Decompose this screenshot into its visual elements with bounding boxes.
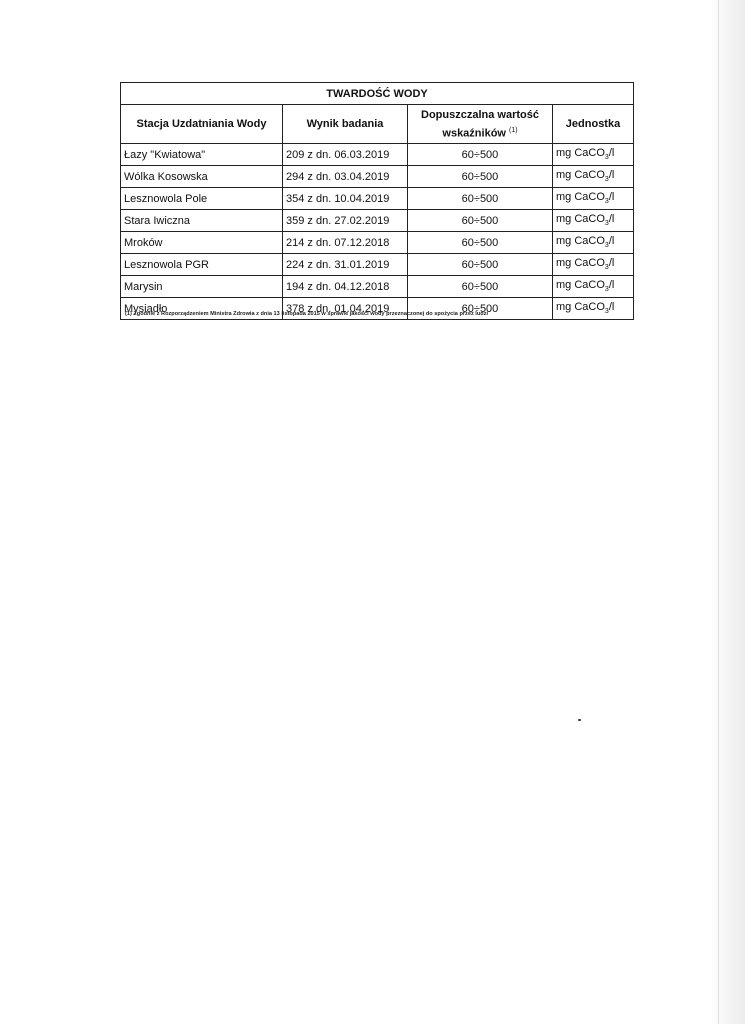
result-cell: 354 z dn. 10.04.2019 (283, 188, 408, 210)
column-header-limit-footnote-ref: (1) (509, 126, 518, 134)
table-body (121, 144, 634, 320)
unit-suffix: /l (608, 235, 615, 248)
limit-cell: 60÷500 (408, 232, 553, 254)
column-header-limit-line1: Dopuszczalna wartość (421, 108, 539, 121)
table-row (121, 232, 634, 254)
station-cell: Wólka Kosowska (121, 166, 283, 188)
table-row (121, 166, 634, 188)
limit-cell: 60÷500 (408, 254, 553, 276)
limit-cell: 60÷500 (408, 144, 553, 166)
column-header-limit (408, 105, 553, 144)
result-cell: 224 z dn. 31.01.2019 (283, 254, 408, 276)
column-header-limit-line2: wskaźników (442, 127, 506, 140)
table-row (121, 254, 634, 276)
result-cell: 378 z dn. 01.04.2019 (283, 298, 408, 320)
unit-prefix: mg CaCO (556, 169, 605, 182)
station-cell: Łazy "Kwiatowa" (121, 144, 283, 166)
unit-prefix: mg CaCO (556, 213, 605, 226)
result-cell: 209 z dn. 06.03.2019 (283, 144, 408, 166)
result-cell: 194 z dn. 04.12.2018 (283, 276, 408, 298)
station-cell: Marysin (121, 276, 283, 298)
column-header-station: Stacja Uzdatniania Wody (121, 105, 283, 144)
unit-prefix: mg CaCO (556, 191, 605, 204)
scanned-page-edge (709, 0, 745, 1024)
unit-subscript: 3 (604, 154, 609, 162)
footnote: (1) Zgodnie z Rozporządzeniem Ministra Zdrowia z dnia 13 listopada 2015 w sprawie jakości wody przeznaczonej do spożycia przez ludzi (125, 311, 489, 317)
unit-suffix: /l (608, 257, 615, 270)
scanned-page-edge-line (718, 0, 719, 1024)
unit-cell (553, 210, 634, 232)
result-cell: 214 z dn. 07.12.2018 (283, 232, 408, 254)
table-title: TWARDOŚĆ WODY (121, 83, 634, 105)
unit-subscript: 3 (604, 308, 609, 316)
unit-subscript: 3 (604, 264, 609, 272)
water-hardness-table (120, 82, 634, 320)
limit-cell: 60÷500 (408, 298, 553, 320)
limit-cell: 60÷500 (408, 166, 553, 188)
limit-cell: 60÷500 (408, 188, 553, 210)
unit-subscript: 3 (604, 220, 609, 228)
unit-prefix: mg CaCO (556, 279, 605, 292)
unit-cell (553, 232, 634, 254)
station-cell: Mroków (121, 232, 283, 254)
table-row (121, 210, 634, 232)
table-row (121, 144, 634, 166)
station-cell: Lesznowola PGR (121, 254, 283, 276)
station-cell: Mysiadło (121, 298, 283, 320)
unit-cell (553, 254, 634, 276)
table-row (121, 188, 634, 210)
unit-suffix: /l (608, 191, 615, 204)
unit-suffix: /l (608, 279, 615, 292)
table-header-row (121, 105, 634, 144)
unit-subscript: 3 (604, 176, 609, 184)
column-header-result: Wynik badania (283, 105, 408, 144)
limit-cell: 60÷500 (408, 210, 553, 232)
unit-subscript: 3 (604, 242, 609, 250)
scan-speck (578, 719, 581, 721)
unit-cell (553, 276, 634, 298)
unit-prefix: mg CaCO (556, 301, 605, 314)
unit-suffix: /l (608, 147, 615, 160)
limit-cell: 60÷500 (408, 276, 553, 298)
water-hardness-table-container (120, 82, 633, 320)
unit-cell (553, 298, 634, 320)
unit-suffix: /l (608, 301, 615, 314)
result-cell: 359 z dn. 27.02.2019 (283, 210, 408, 232)
unit-subscript: 3 (604, 198, 609, 206)
column-header-unit: Jednostka (553, 105, 634, 144)
station-cell: Lesznowola Pole (121, 188, 283, 210)
unit-prefix: mg CaCO (556, 235, 605, 248)
unit-cell (553, 188, 634, 210)
unit-suffix: /l (608, 213, 615, 226)
unit-prefix: mg CaCO (556, 257, 605, 270)
unit-cell (553, 144, 634, 166)
unit-cell (553, 166, 634, 188)
unit-subscript: 3 (604, 286, 609, 294)
table-row (121, 276, 634, 298)
unit-suffix: /l (608, 169, 615, 182)
unit-prefix: mg CaCO (556, 147, 605, 160)
station-cell: Stara Iwiczna (121, 210, 283, 232)
result-cell: 294 z dn. 03.04.2019 (283, 166, 408, 188)
